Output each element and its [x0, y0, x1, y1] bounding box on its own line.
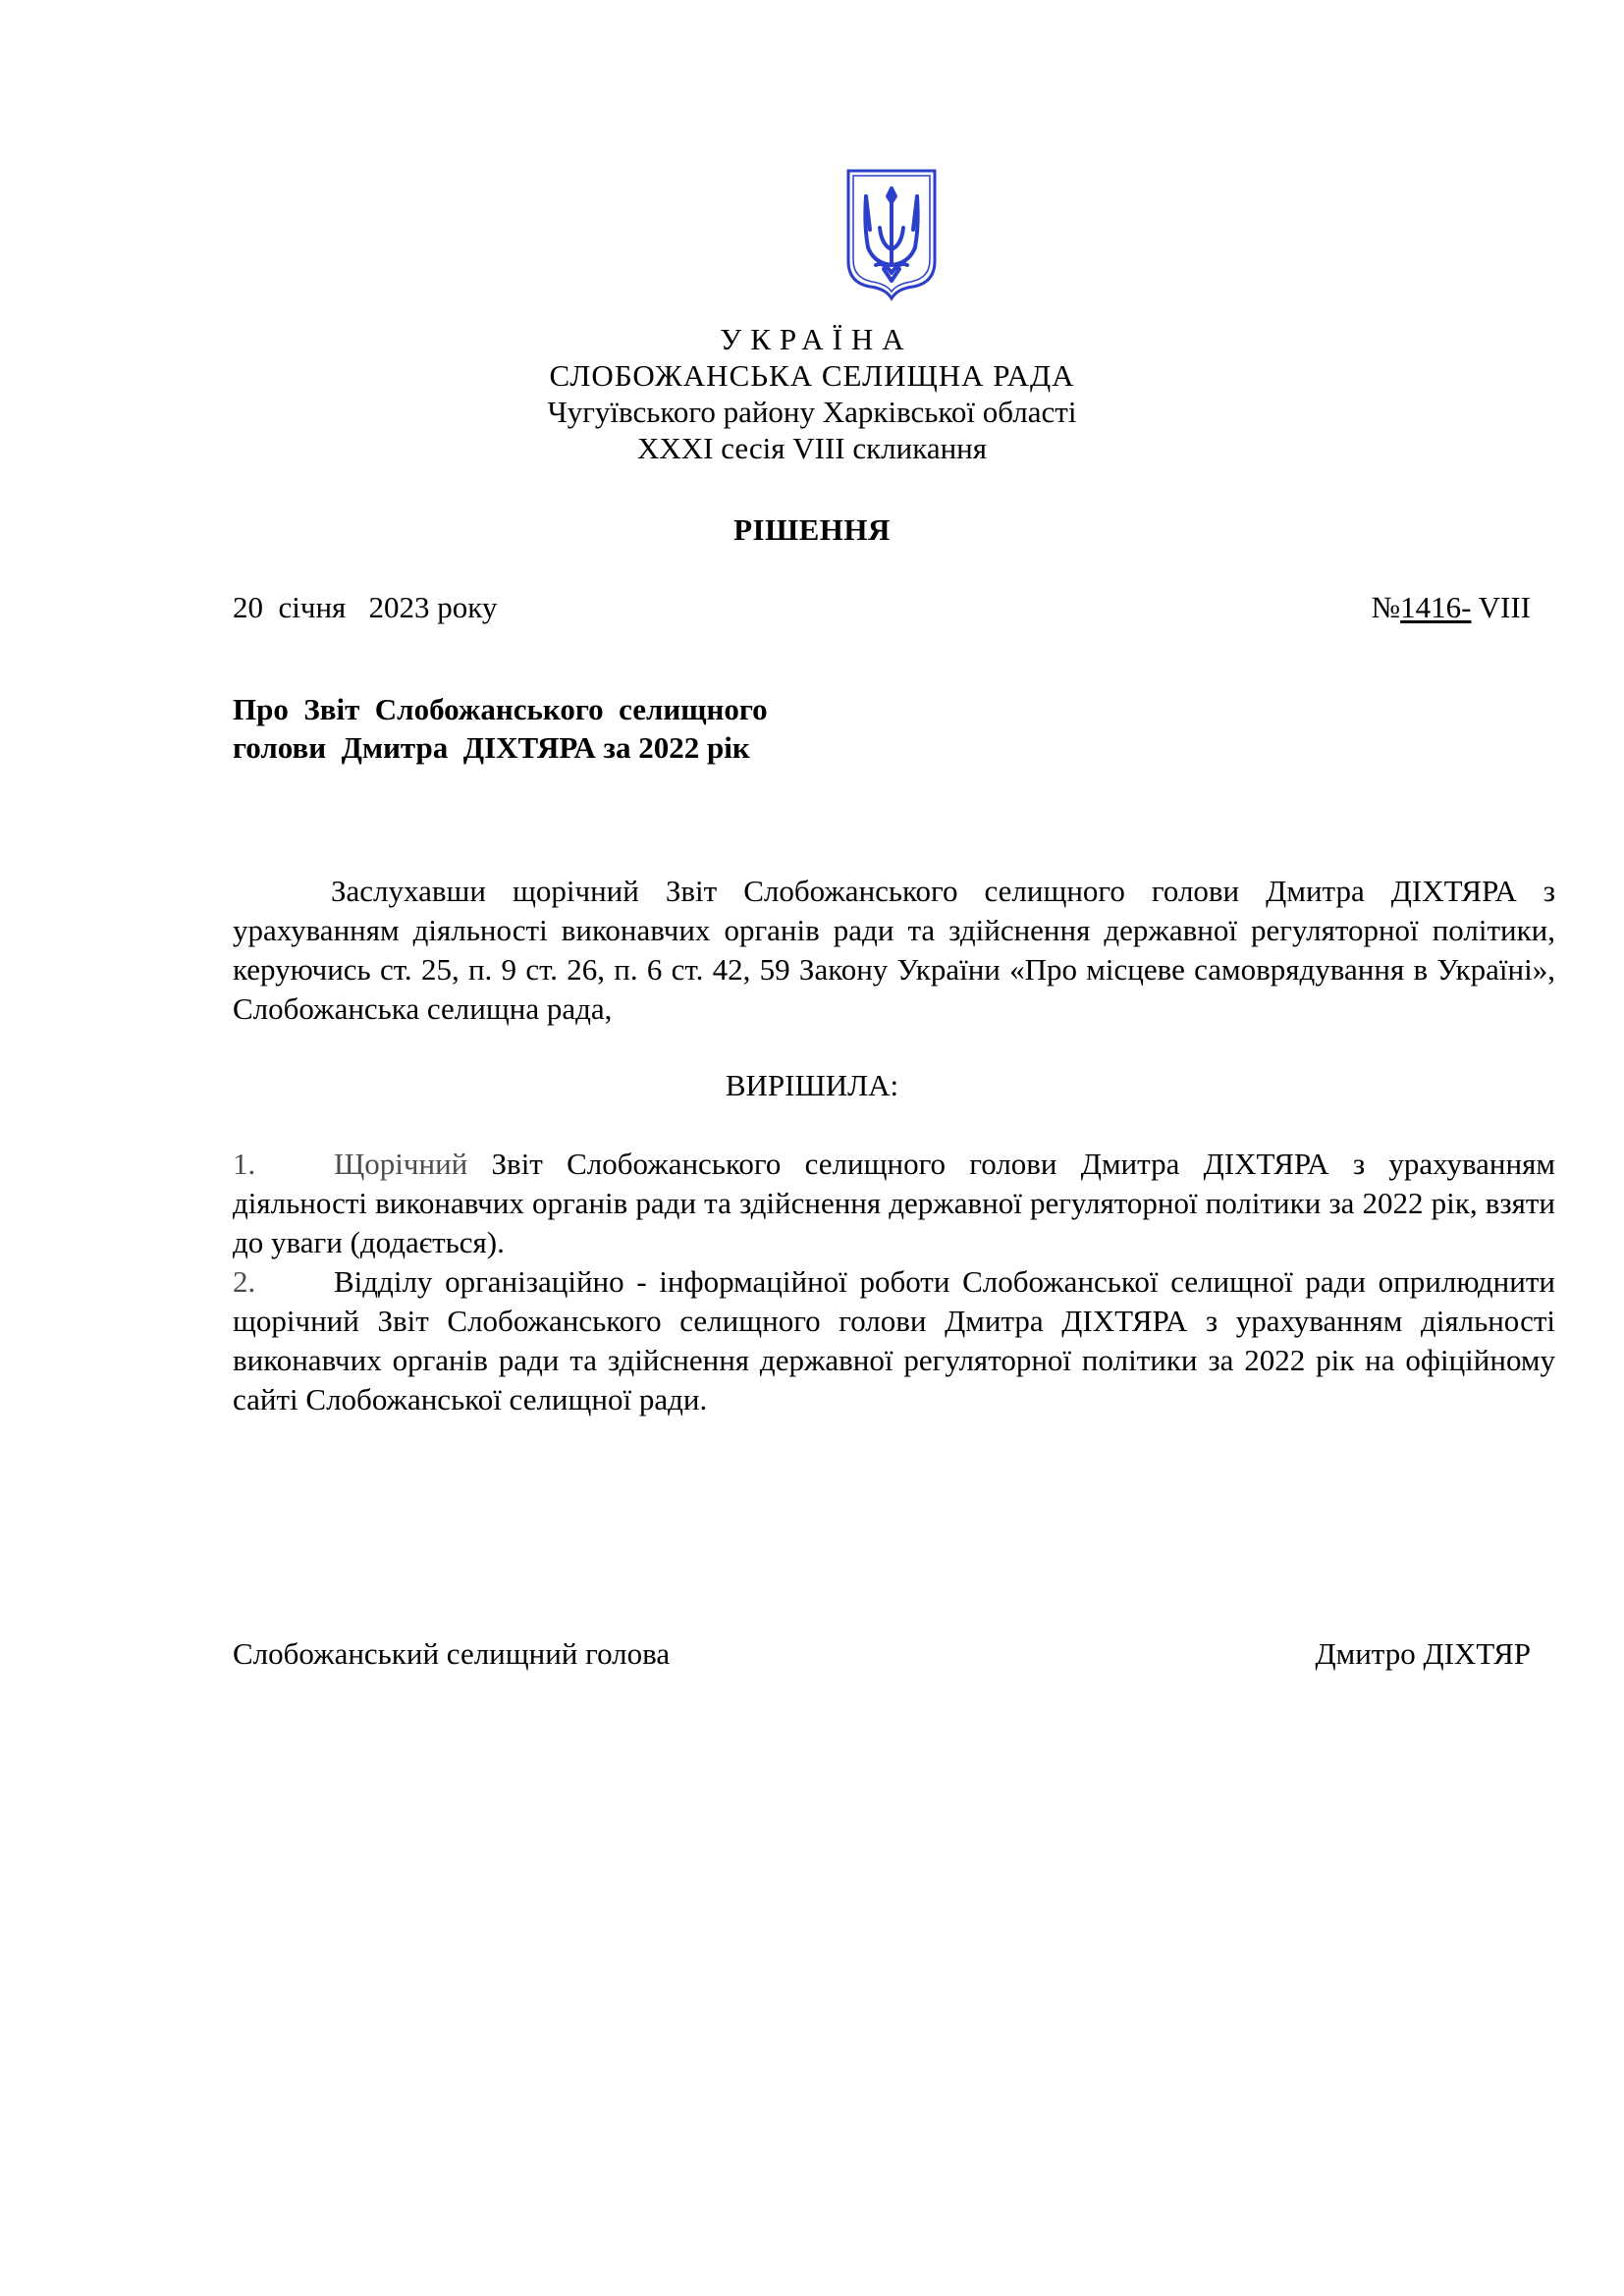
- header-district: Чугуївського району Харківської області: [547, 395, 1077, 429]
- signatory-name: Дмитро ДІХТЯР: [1315, 1636, 1531, 1671]
- header-session: XXXI сесія VIII скликання: [636, 431, 988, 465]
- header-council: СЛОБОЖАНСЬКА СЕЛИЩНА РАДА: [549, 358, 1075, 393]
- subject-line-1: Про Звіт Слобожанського селищного: [233, 692, 768, 726]
- header-country: УКРАЇНА: [720, 322, 913, 356]
- number-prefix: №: [1371, 590, 1401, 624]
- document-title: РІШЕННЯ: [733, 512, 891, 547]
- resolution-item: [233, 1262, 1555, 1419]
- decision-subject: [233, 690, 861, 767]
- signatory-position: Слобожанський селищний голова: [233, 1636, 671, 1671]
- subject-line-2: голови Дмитра ДІХТЯРА за 2022 рік: [233, 730, 750, 765]
- decision-date-text: 20 січня 2023 року: [233, 590, 498, 624]
- resolution-item: [233, 1145, 1555, 1262]
- ukraine-coat-of-arms-icon: [844, 167, 939, 302]
- resolution-items: [233, 1145, 1555, 1419]
- decision-date: [233, 589, 497, 625]
- number-suffix: VIII: [1471, 590, 1531, 624]
- resolved-heading: ВИРІШИЛА:: [725, 1068, 899, 1102]
- signature-block: [233, 1635, 1531, 1672]
- date-number-line: [233, 589, 1531, 625]
- item-number: 1.: [233, 1147, 256, 1181]
- item-text: Звіт Слобожанського селищного голови Дмитра ДІХТЯРА з урахуванням діяльності виконавчих органів ради та здійснення державної регуляторної політики за 2022 рік, взяти до уваги (додається).: [233, 1147, 1555, 1259]
- item-text: Відділу організаційно - інформаційної роботи Слобожанської селищної ради оприлюднити щорічний Звіт Слобожанського селищного голови Дмитра ДІХТЯРА з урахуванням діяльності виконавчих органів ради та здійснення державної регуляторної політики за 2022 рік на офіційному сайті Слобожанської селищної ради.: [233, 1264, 1555, 1416]
- item-lead-word: Щорічний: [334, 1147, 468, 1181]
- document-header: [0, 321, 1624, 466]
- trident-icon: [865, 188, 917, 281]
- item-number: 2.: [233, 1264, 256, 1299]
- preamble-paragraph: Заслухавши щорічний Звіт Слобожанського селищного голови Дмитра ДІХТЯРА з урахуванням діяльності виконавчих органів ради та здійснення державної регуляторної політики, керуючись ст. 25, п. 9 ст. 26, п. 6 ст. 42, 59 Закону України «Про місцеве самоврядування в Україні», Слобожанська селищна рада,: [233, 874, 1555, 1026]
- number-value: 1416-: [1400, 590, 1472, 624]
- decision-number: [1372, 589, 1531, 625]
